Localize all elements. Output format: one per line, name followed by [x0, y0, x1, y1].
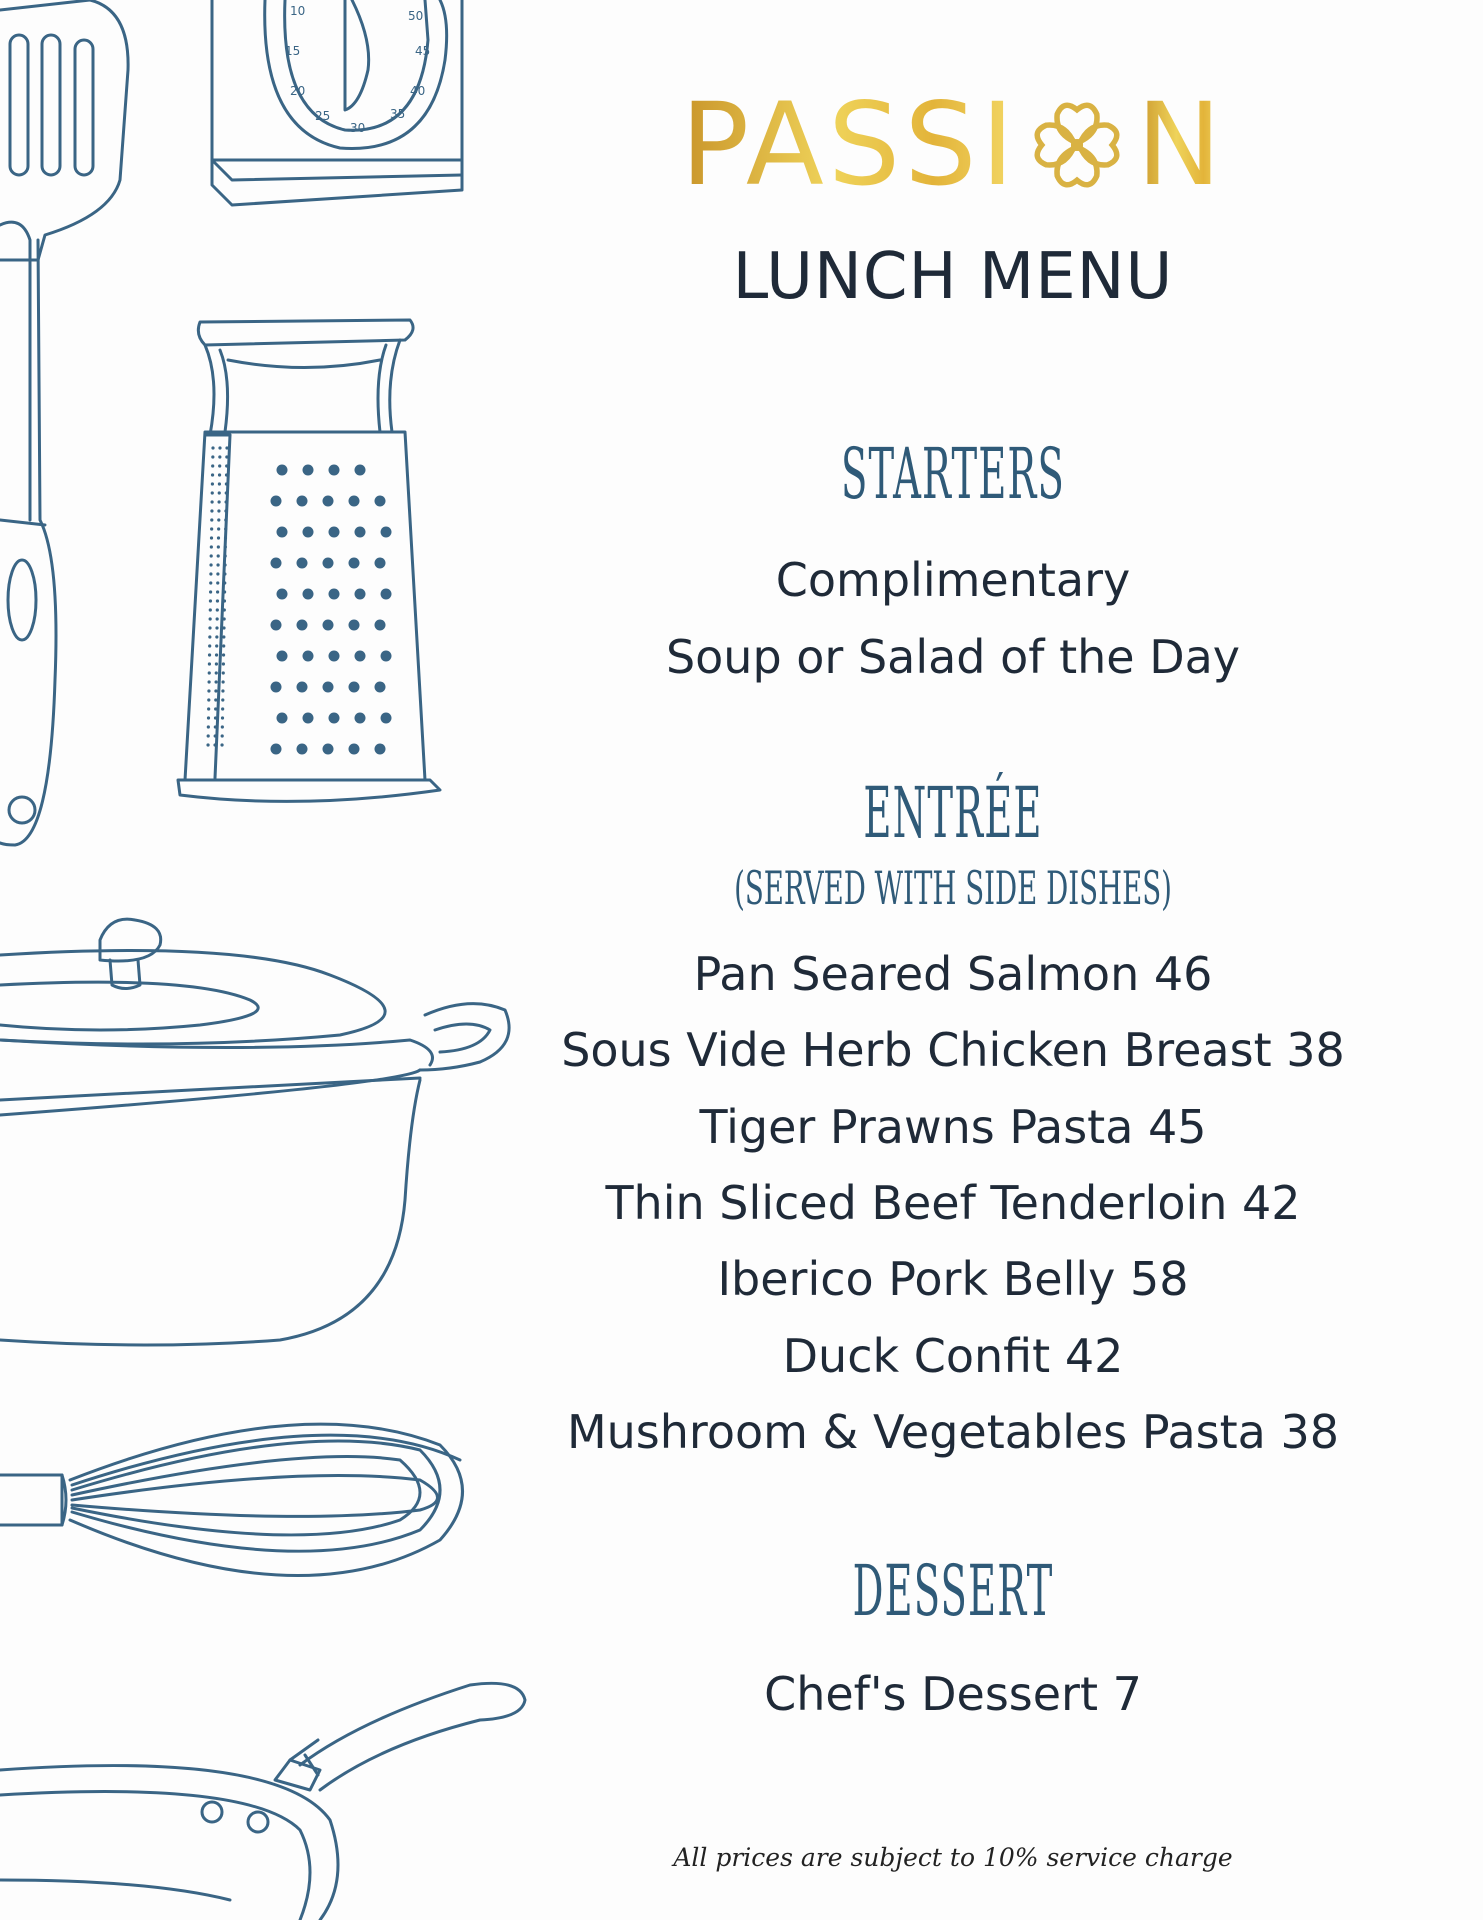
grater-holes	[206, 446, 391, 754]
menu-item: Sous Vide Herb Chicken Breast 38	[561, 1023, 1345, 1077]
spatula-icon	[0, 0, 128, 845]
menu-item: Iberico Pork Belly 58	[717, 1252, 1189, 1306]
section-title-starters: STARTERS	[840, 433, 1066, 515]
service-charge-note: All prices are subject to 10% service charge	[673, 1843, 1233, 1872]
clover-flower-icon	[1022, 90, 1132, 200]
section-subtitle-entree: (SERVED WITH SIDE DISHES)	[734, 861, 1172, 915]
menu-title: LUNCH MENU	[732, 240, 1174, 314]
dutch-oven-icon	[0, 919, 509, 1345]
menu-item: Chef's Dessert 7	[764, 1667, 1142, 1721]
whisk-icon	[0, 1424, 463, 1575]
svg-text:25: 25	[315, 109, 331, 123]
menu-item: Complimentary	[775, 553, 1131, 607]
svg-text:30: 30	[350, 121, 366, 135]
menu-item: Thin Sliced Beef Tenderloin 42	[605, 1176, 1301, 1230]
svg-text:50: 50	[408, 9, 424, 23]
section-title-dessert: DESSERT	[852, 1550, 1054, 1632]
kitchen-timer-icon	[212, 0, 462, 205]
brand-suffix: N	[1136, 78, 1226, 211]
svg-text:40: 40	[410, 84, 426, 98]
svg-text:45: 45	[415, 44, 431, 58]
menu-item: Pan Seared Salmon 46	[693, 947, 1213, 1001]
menu-item: Tiger Prawns Pasta 45	[699, 1100, 1207, 1154]
svg-text:10: 10	[290, 4, 306, 18]
brand-prefix: PASSI	[680, 78, 1019, 211]
menu-item: Soup or Salad of the Day	[665, 630, 1241, 684]
menu-item: Mushroom & Vegetables Pasta 38	[566, 1405, 1340, 1459]
menu-item: Duck Confit 42	[782, 1329, 1124, 1383]
svg-text:35: 35	[390, 107, 406, 121]
section-title-entree: ENTRÉE	[863, 772, 1043, 854]
box-grater-icon	[178, 320, 440, 801]
svg-text:15: 15	[285, 44, 301, 58]
brand-logo	[530, 78, 1376, 211]
frying-pan-icon	[0, 1683, 525, 1920]
svg-text:20: 20	[290, 84, 306, 98]
